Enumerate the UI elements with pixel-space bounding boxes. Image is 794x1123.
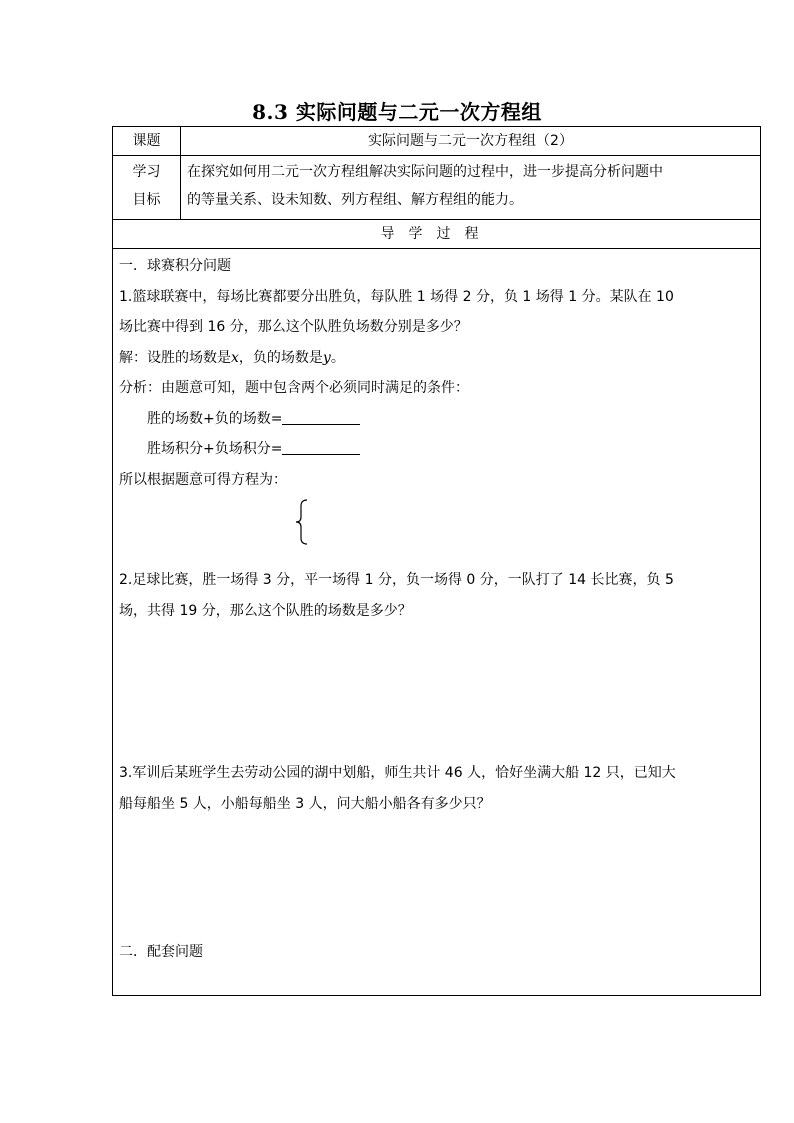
equation-system-area[interactable] (119, 495, 754, 565)
question2-line-1: 2.足球比赛，胜一场得 3 分，平一场得 1 分，负一场得 0 分，一队打了 14 长比赛，负 5 (119, 572, 674, 588)
condition-2-text: 胜场积分+负场积分= (147, 441, 283, 457)
question2-line-2: 场，共得 19 分，那么这个队胜的场数是多少？ (119, 602, 412, 619)
conclusion-line: 所以根据题意可得方程为： (119, 471, 287, 488)
section2-title: 二．配套问题 (119, 944, 203, 960)
topic-value: 实际问题与二元一次方程组（2） (181, 127, 761, 156)
solution-mid: ，负的场数是 (238, 349, 323, 366)
topic-row (113, 127, 761, 156)
topic-label: 课题 (113, 127, 181, 156)
analysis-line: 分析：由题意可知，题中包含两个必须同时满足的条件： (119, 380, 469, 396)
goal-label-line-1: 学习 (132, 164, 161, 180)
process-heading: 导学过程 (113, 220, 761, 249)
document-title: 8.3 实际问题与二元一次方程组 (252, 100, 542, 124)
solution-prefix: 解：设胜的场数是 (119, 349, 231, 366)
question1-line-2: 场比赛中得到 16 分，那么这个队胜负场数分别是多少？ (119, 319, 468, 335)
goal-label-line-2: 目标 (132, 192, 161, 208)
solution-line (119, 343, 754, 374)
condition-1-text: 胜的场数+负的场数= (147, 410, 283, 427)
process-heading-row (113, 220, 761, 249)
goal-label (113, 156, 181, 220)
variable-x: x (231, 349, 239, 366)
condition-1 (119, 404, 754, 435)
section1-title: 一．球赛积分问题 (119, 258, 231, 274)
goal-row (113, 156, 761, 220)
question3-line-1: 3.军训后某班学生去劳动公园的湖中划船，师生共计 46 人，恰好坐满大船 12 只，已知大 (119, 765, 676, 781)
solution-end: 。 (330, 349, 345, 366)
question3-line-2: 船每船坐 5 人，小船每船坐 3 人，问大船小船各有多少只？ (119, 795, 491, 812)
condition-2 (119, 434, 754, 465)
content-cell (113, 249, 761, 996)
question3-answer-space[interactable] (119, 819, 754, 937)
variable-y: y (322, 349, 331, 366)
question2-answer-space[interactable] (119, 626, 754, 758)
left-brace-icon (295, 499, 309, 545)
goal-line-2: 的等量关系、设未知数、列方程组、解方程组的能力。 (187, 192, 523, 208)
goal-text (181, 156, 761, 220)
condition-2-blank[interactable] (282, 438, 360, 455)
condition-1-blank[interactable] (282, 408, 360, 425)
content-row (113, 249, 761, 996)
lesson-table (112, 126, 761, 996)
question1-line-1: 1.篮球联赛中，每场比赛都要分出胜负，每队胜 1 场得 2 分，负 1 场得 1 分。某队在 10 (119, 288, 674, 305)
goal-line-1: 在探究如何用二元一次方程组解决实际问题的过程中，进一步提高分析问题中 (187, 164, 663, 180)
